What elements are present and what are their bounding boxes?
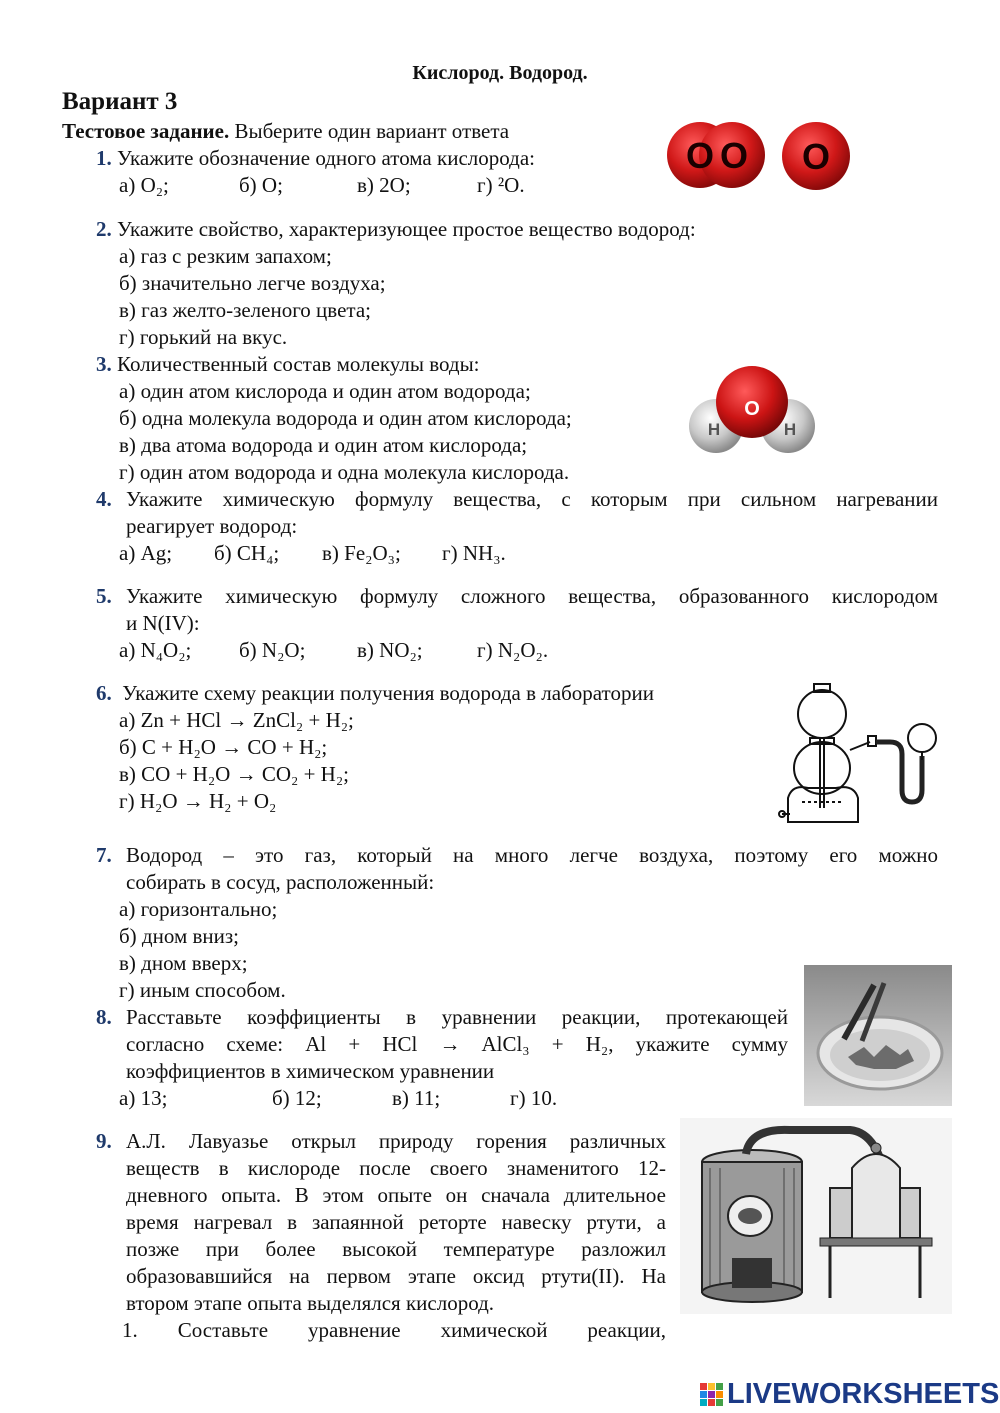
question-text: Укажите химическую формулу вещества, с которым при сильном нагревании [126, 487, 938, 511]
question-7 [96, 842, 938, 869]
question-text: Укажите схему реакции получения водорода в лаборатории [122, 681, 654, 705]
oxygen-molecule-image [664, 120, 856, 192]
option-c[interactable]: в) NO₂; [357, 638, 423, 662]
option-d[interactable]: г) H₂O → H₂ + O₂ [119, 789, 277, 813]
question-text: Водород – это газ, который на много легче воздуха, поэтому его можно [126, 843, 938, 867]
question-number: 7. [96, 843, 112, 867]
question-number: 1. [96, 146, 112, 170]
question-text: Укажите обозначение одного атома кислорода: [117, 146, 535, 170]
option-a[interactable]: а) 13; [119, 1086, 168, 1110]
q1-options [119, 172, 525, 199]
question-text: позже при более высокой температуре разложил [126, 1237, 666, 1261]
question-text-continued: коэффициентов в химическом уравнении [126, 1059, 495, 1083]
question-text-continued: реагирует водород: [126, 514, 298, 538]
option-d[interactable]: г) 10. [510, 1086, 558, 1110]
option-b[interactable]: б) N₂O; [239, 638, 306, 662]
question-number: 4. [96, 487, 112, 511]
option-b[interactable]: б) значительно легче воздуха; [119, 271, 386, 295]
q8-options [119, 1085, 557, 1112]
question-2 [96, 216, 696, 243]
atom-label: H [783, 420, 797, 439]
option-a[interactable]: а) O₂; [119, 173, 169, 197]
document-title: Кислород. Водород. [412, 62, 588, 84]
water-molecule-image [686, 362, 820, 458]
option-b[interactable]: б) O; [239, 173, 283, 197]
option-c[interactable]: в) 11; [392, 1086, 441, 1110]
option-c[interactable]: в) Fe₂O₃; [322, 541, 401, 565]
question-text: время нагревал в запаянной реторте навеску ртути, а [126, 1210, 666, 1234]
option-c[interactable]: в) два атома водорода и один атом кислорода; [119, 433, 528, 457]
atom-label: O [801, 136, 831, 177]
question-text: Укажите свойство, характеризующее простое вещество водород: [117, 217, 696, 241]
option-a[interactable]: а) Zn + HCl → ZnCl₂ + H₂; [119, 708, 354, 732]
question-3 [96, 351, 480, 378]
option-d[interactable]: г) иным способом. [119, 978, 286, 1002]
question-number: 8. [96, 1005, 112, 1029]
sub-question-1: 1. Составьте уравнение химической реакции, [122, 1318, 666, 1342]
option-d[interactable]: г) N₂O₂. [477, 638, 549, 662]
atom-label: O [744, 398, 760, 420]
question-text-continued: собирать в сосуд, расположенный: [126, 870, 435, 894]
option-a[interactable]: а) Ag; [119, 541, 173, 565]
watermark-text: LIVEWORKSHEETS [727, 1378, 1000, 1410]
question-text: А.Л. Лавуазье открыл природу горения различных [126, 1129, 666, 1153]
option-b[interactable]: б) 12; [272, 1086, 322, 1110]
atom-label: H [707, 420, 721, 439]
option-d[interactable]: г) один атом водорода и одна молекула кислорода. [119, 460, 570, 484]
atom-label: O [719, 135, 749, 176]
question-8 [96, 1004, 788, 1031]
question-text: образовавшийся на первом этапе оксид ртути(II). На [126, 1264, 666, 1288]
option-c[interactable]: в) газ желто-зеленого цвета; [119, 298, 371, 322]
question-5 [96, 583, 938, 610]
question-text: Расставьте коэффициенты в уравнении реакции, протекающей [126, 1005, 788, 1029]
question-number: 5. [96, 584, 112, 608]
atom-label: O [685, 135, 715, 176]
option-d[interactable]: г) NH₃. [442, 541, 506, 565]
variant-heading: Вариант 3 [62, 88, 178, 115]
option-b[interactable]: б) одна молекула водорода и один атом кислорода; [119, 406, 572, 430]
task-label: Тестовое задание. [62, 119, 230, 143]
o-atom [782, 122, 850, 190]
option-d[interactable]: г) горький на вкус. [119, 325, 288, 349]
task-instruction [62, 119, 509, 144]
option-a[interactable]: а) горизонтально; [119, 897, 278, 921]
question-text: втором этапе опыта выделялся кислород. [126, 1291, 495, 1315]
option-d[interactable]: г) ²O. [477, 173, 525, 197]
kipp-apparatus-image [778, 680, 946, 832]
question-1 [96, 145, 535, 172]
option-b[interactable]: б) CH₄; [214, 541, 280, 565]
q4-options [119, 540, 506, 567]
question-text: Укажите химическую формулу сложного вещества, образованного кислородом [126, 584, 938, 608]
question-text: веществ в кислороде после своего знаменитого 12- [126, 1156, 666, 1180]
o2-molecule [667, 122, 765, 188]
option-c[interactable]: в) 2O; [357, 173, 411, 197]
question-text-continued: и N(IV): [126, 611, 200, 635]
aluminium-dish-photo [804, 965, 952, 1106]
option-a[interactable]: а) газ с резким запахом; [119, 244, 332, 268]
q5-options [119, 637, 548, 664]
liveworksheets-watermark [700, 1378, 999, 1411]
option-c[interactable]: в) дном вверх; [119, 951, 248, 975]
question-text: дневного опыта. В этом опыте он сначала длительное [126, 1183, 666, 1207]
option-a[interactable]: а) N₄O₂; [119, 638, 192, 662]
option-a[interactable]: а) один атом кислорода и один атом водорода; [119, 379, 531, 403]
option-c[interactable]: в) CO + H₂O → CO₂ + H₂; [119, 762, 349, 786]
question-number: 2. [96, 217, 112, 241]
question-number: 3. [96, 352, 112, 376]
question-number-9 [96, 1128, 112, 1155]
question-number: 6. [96, 681, 112, 705]
lavoisier-apparatus-image [680, 1118, 952, 1314]
question-number: 9. [96, 1129, 112, 1153]
question-4 [96, 486, 938, 513]
liveworksheets-logo-icon [700, 1383, 724, 1407]
task-text: Выберите один вариант ответа [229, 119, 510, 143]
question-text: Количественный состав молекулы воды: [117, 352, 480, 376]
question-6 [96, 680, 654, 707]
question-text-continued: согласно схеме: Al + HCl → AlCl₃ + H₂, укажите сумму [126, 1032, 788, 1056]
option-b[interactable]: б) дном вниз; [119, 924, 240, 948]
option-b[interactable]: б) C + H₂O → CO + H₂; [119, 735, 328, 759]
